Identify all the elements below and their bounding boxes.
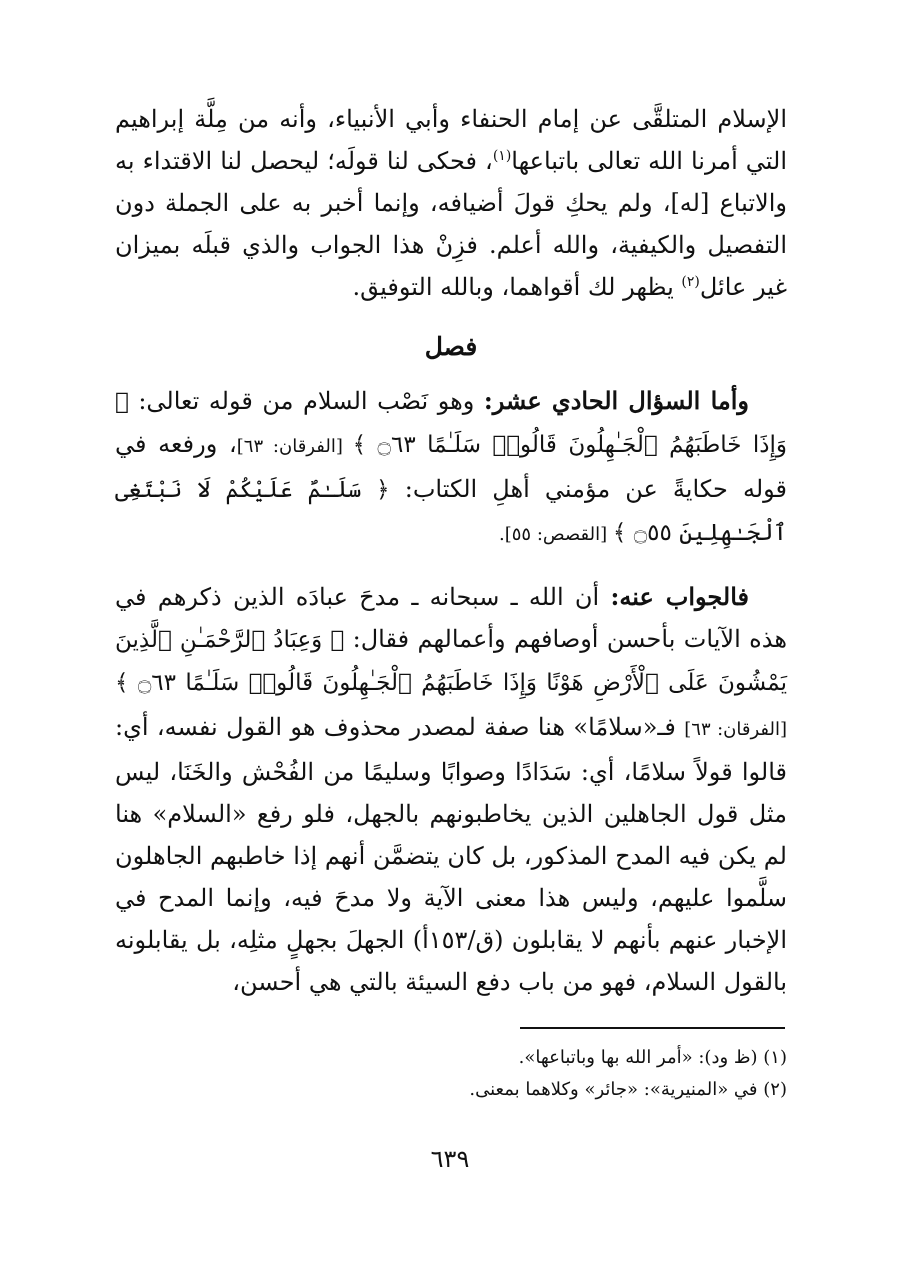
page-number: ٦٣٩ [430,1145,470,1173]
answer-text-b: فـ«سلامًا» هنا صفة لمصدر محذوف هو القول نفسه، أي: قالوا قولاً سلامًا، أي: سَدَادًا وصوابًا وسليمًا من الفُحْش والخَنَا، ليس مثل قول الجاهلين الذين يخاطبونهم بالجهل، فلو رفع «السلام» هنا لم يكن فيه المدح المذكور، بل كان يتضمَّن أنهم إذا خاطبهم الجاهلون سلَّموا عليهم، وليس هذا معنى الآية ولا مدحَ فيه، وإنما المدح في الإخبار عنهم بأنهم لا يقابلون (ق/١٥٣أ) الجهلَ بجهلٍ مثلِه، بل يقابلونه بالقول السلام، فهو من باب دفع السيئة بالتي هي أحسن، [115,713,788,996]
question-text-b: ، ورفعه في قوله حكايةً عن مؤمني أهلِ الكتاب: [115,430,788,503]
answer-lead: فالجواب عنه: [610,582,749,611]
footnote-2: (٢) في «المنيرية»: «جائر» وكلاهما بمعنى. [469,1079,787,1100]
footnotes [115,1042,787,1106]
answer-text-a: أن الله ـ سبحانه ـ مدحَ عبادَه الذين ذكرهم في هذه الآيات بأحسن أوصافهم وأعمالهم فقال: [115,583,787,653]
section-title: فصل [424,332,478,361]
intro-text-c: يظهر لك أقواهما، وبالله التوفيق. [352,273,682,301]
footnote-marker-1[interactable]: (١) [492,148,512,164]
footnote-marker-2[interactable]: (٢) [681,274,700,290]
footnote-divider [520,1027,785,1029]
quran-verse-qasas: ﴿ سَلَـٰمٌ عَلَيْكُمْ لَا نَبْتَغِى ٱلْجَـٰهِلِينَ ۝٥٥ ﴾ [115,477,787,546]
paragraph-answer [115,576,787,1003]
verse-reference-furqan: [الفرقان: ٦٣] [236,436,353,457]
page-body [115,98,787,1003]
paragraph-intro [115,98,787,308]
verse-reference-ibad: [الفرقان: ٦٣] [684,719,787,740]
question-text-a: وهو نَصْب السلام من قوله تعالى: [128,387,484,415]
intro-text-a: الإسلام المتلقَّى عن إمام الحنفاء وأبي الأنبياء، وأنه من مِلَّة إبراهيم التي أمرنا الله تعالى باتباعها [115,105,787,175]
verse-reference-qasas: [القصص: ٥٥]. [499,524,613,545]
footnote-1: (١) (ظ ود): «أمر الله بها وباتباعها». [518,1047,787,1068]
question-lead: وأما السؤال الحادي عشر: [483,386,749,415]
quran-verse-ibad: ﴿ وَعِبَادُ ٱلرَّحْمَـٰنِ ٱلَّذِينَ يَمْشُونَ عَلَى ٱلْأَرْضِ هَوْنًا وَإِذَا خَاطَبَهُمُ ٱلْجَـٰهِلُونَ قَالُوا۟ سَلَـٰمًا ۝٦٣ ﴾ [115,627,787,696]
paragraph-question [115,380,787,556]
quran-verse-furqan: ﴿ وَإِذَا خَاطَبَهُمُ ٱلْجَـٰهِلُونَ قَالُوا۟ سَلَـٰمًا ۝٦٣ ﴾ [115,389,787,458]
intro-text-b: ، فحكى لنا قولَه؛ ليحصل لنا الاقتداء به والاتباع [له]، ولم يحكِ قولَ أضيافه، وإنما أخبر به على الجملة دون التفصيل والكيفية، والله أعلم. فزِنْ هذا الجواب والذي قبلَه بميزان غير عائل [115,147,787,301]
